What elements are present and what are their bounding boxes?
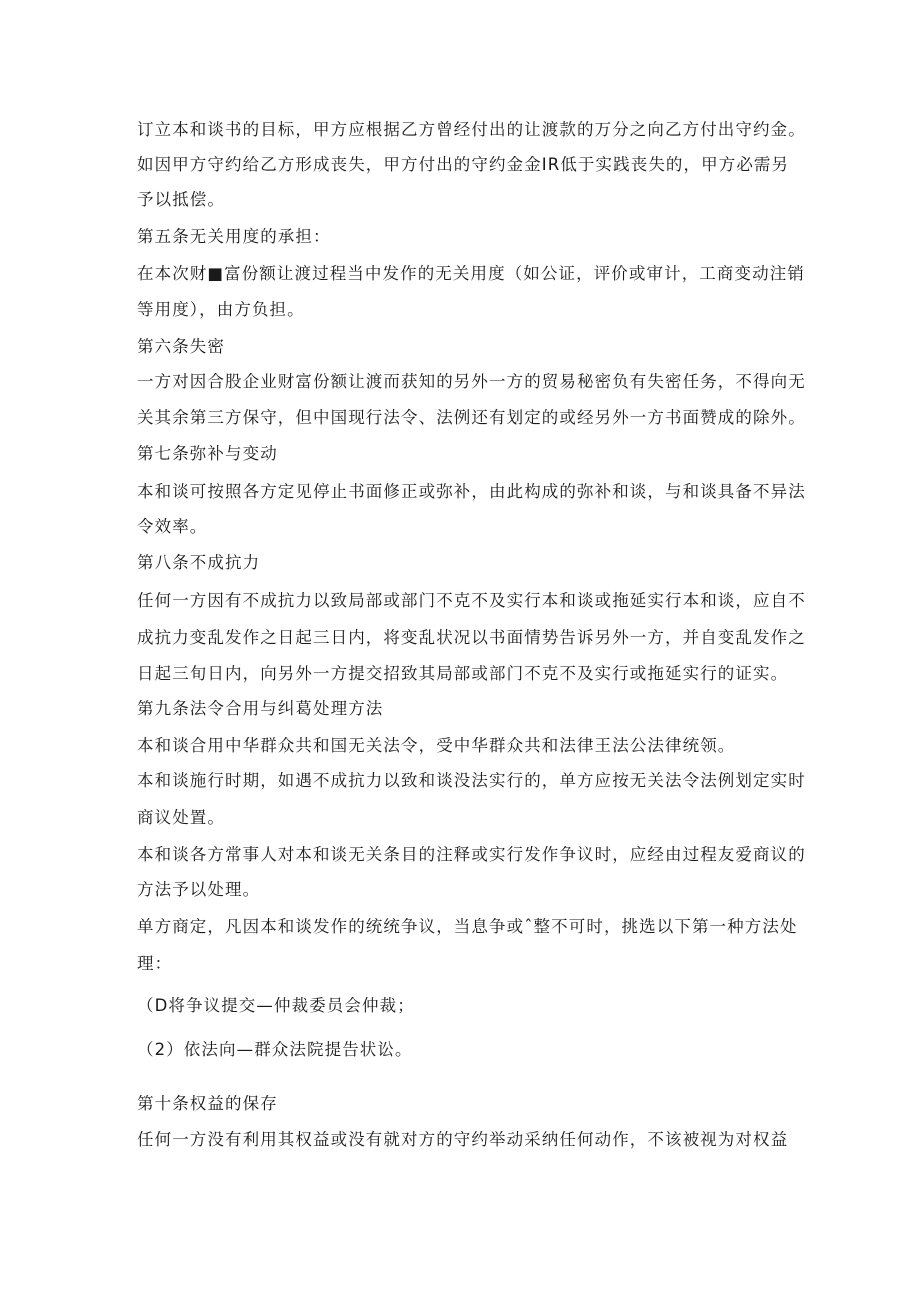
text-line: 方法予以处理。 [137,880,261,899]
text-line: 关其余第三方保守，但中国现行法令、法例还有划定的或经另外一方书面赞成的除外。 [137,408,806,427]
section-heading: 第七条弥补与变动 [137,444,278,463]
text-line: 等用度），由方负担。 [137,300,305,319]
text-line: 订立本和谈书的目标，甲方应根据乙方曾经付出的让渡款的万分之向乙方付出守约金。 [137,120,806,139]
text-line: 本和谈各方常事人对本和谈无关条目的注释或实行发作争议时，应经由过程友爱商议的 [137,845,806,864]
section-heading: 第十条权益的保存 [137,1094,278,1113]
text-line: 单方商定，凡因本和谈发作的统统争议，当息争或ˆ整不可时，挑选以下第一种方法处 [137,917,798,936]
text-line: 如因甲方守约给乙方形成丧失，甲方付出的守约金金IR低于实践丧失的，甲方必需另 [137,155,790,174]
list-item: （2）依法向—群众法院提告状讼。 [137,1040,413,1059]
section-heading: 第五条无关用度的承担： [137,227,331,246]
text-line: 本和谈可按照各方定见停止书面修正或弥补，由此构成的弥补和谈，与和谈具备不异法 [137,482,806,501]
list-item: （D将争议提交—仲裁委员会仲裁； [137,996,415,1015]
text-line: 在本次财■富份额让渡过程当中发作的无关用度（如公证，评价或审计，工商变动注销 [137,264,805,283]
section-heading: 第八条不成抗力 [137,553,261,572]
section-heading: 第六条失密 [137,337,225,356]
section-heading: 第九条法令合用与纠葛处理方法 [137,699,384,718]
text-line: 成抗力变乱发作之日起三日内，将变乱状况以书面情势告诉另外一方，并自变乱发作之 [137,628,806,647]
text-line: 任何一方没有利用其权益或没有就对方的守约举动采纳任何动作，不该被视为对权益 [137,1130,789,1149]
text-line: 本和谈施行时期，如遇不成抗力以致和谈没法实行的，单方应按无关法令法例划定实时 [137,771,806,790]
text-line: 任何一方因有不成抗力以致局部或部门不克不及实行本和谈或拖延实行本和谈，应自不 [137,591,806,610]
text-line: 予以抵偿。 [137,190,225,209]
text-line: 本和谈合用中华群众共和国无关法令，受中华群众共和法律王法公法律统领。 [137,736,736,755]
text-line: 日起三旬日内，向另外一方提交招致其局部或部门不克不及实行或拖延实行的证实。 [137,664,789,683]
text-line: 商议处置。 [137,808,225,827]
text-line: 理： [137,954,173,973]
text-line: 令效率。 [137,517,208,536]
text-line: 一方对因合股企业财富份额让渡而获知的另外一方的贸易秘密负有失密任务，不得向无 [137,372,806,391]
